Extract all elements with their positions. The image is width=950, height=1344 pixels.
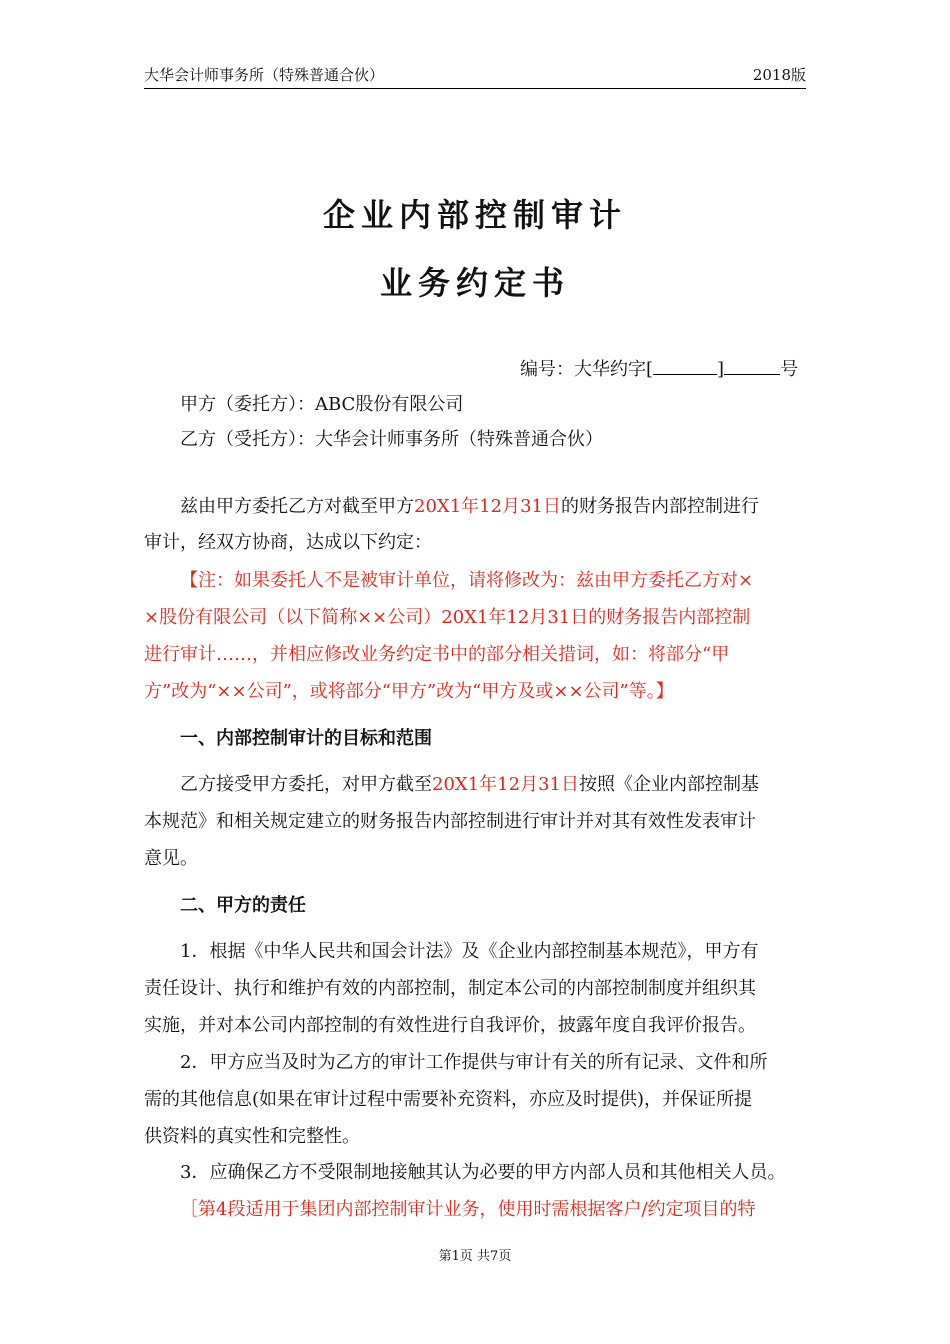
intro-line2: 审计，经双方协商，达成以下约定：: [144, 532, 432, 553]
note-line4: 方”改为“××公司”，或将部分“甲方”改为“甲方及或××公司”等。】: [144, 681, 674, 702]
note-line2: ×股份有限公司（以下简称××公司）20X1年12月31日的财务报告内部控制: [144, 607, 751, 628]
header-version: 2018版: [752, 66, 806, 84]
section1-heading: 一、内部控制审计的目标和范围: [180, 728, 432, 749]
contract-number-bracket: ]: [717, 359, 725, 380]
section2-item2-line3: 供资料的真实性和完整性。: [144, 1126, 360, 1147]
page-header: [144, 64, 806, 89]
document-title-line2: 业务约定书: [379, 264, 570, 302]
contract-number: [520, 355, 810, 381]
contract-number-prefix: 编号：大华约字[: [520, 359, 654, 380]
section1-line3: 意见。: [144, 848, 198, 869]
intro-line1: [180, 492, 850, 518]
section2-item2-line1: 2．甲方应当及时为乙方的审计工作提供与审计有关的所有记录、文件和所: [180, 1052, 768, 1073]
section2-item2-line2: 需的其他信息(如果在审计过程中需要补充资料，亦应及时提供)，并保证所提: [144, 1089, 753, 1110]
note-line3: 进行审计……，并相应修改业务约定书中的部分相关措词，如：将部分“甲: [144, 644, 730, 665]
contract-year-blank: [653, 356, 717, 375]
contract-number-suffix: 号: [780, 359, 799, 380]
section2-note-line1: ［第4段适用于集团内部控制审计业务，使用时需根据客户/约定项目的特: [180, 1199, 756, 1220]
party-b: 乙方（受托方）：大华会计师事务所（特殊普通合伙）: [180, 429, 603, 450]
section2-item1-line1: 1．根据《中华人民共和国会计法》及《企业内部控制基本规范》，甲方有: [180, 941, 759, 962]
section1-line2: 本规范》和相关规定建立的财务报告内部控制进行审计并对其有效性发表审计: [144, 811, 756, 832]
section2-item1-line3: 实施，并对本公司内部控制的有效性进行自我评价，披露年度自我评价报告。: [144, 1015, 756, 1036]
party-a: 甲方（委托方）：ABC股份有限公司: [180, 394, 464, 415]
section1-text-b: 按照《企业内部控制基: [578, 774, 759, 795]
note-line1: 【注：如果委托人不是被审计单位，请将修改为：兹由甲方委托乙方对×: [180, 570, 754, 591]
intro-text-a: 兹由甲方委托乙方对截至甲方: [180, 496, 414, 517]
section1-line1: [180, 770, 850, 796]
document-title-line1: 企业内部控制审计: [322, 196, 627, 234]
section1-date: 20X1年12月31日: [432, 774, 579, 795]
intro-text-b: 的财务报告内部控制进行: [560, 496, 759, 517]
section1-text-a: 乙方接受甲方委托，对甲方截至: [180, 774, 432, 795]
section2-item1-line2: 责任设计、执行和维护有效的内部控制，制定本公司的内部控制制度并组织其: [144, 978, 756, 999]
intro-date: 20X1年12月31日: [414, 496, 561, 517]
section2-item3-line1: 3．应确保乙方不受限制地接触其认为必要的甲方内部人员和其他相关人员。: [180, 1162, 786, 1183]
contract-serial-blank: [724, 356, 780, 375]
section2-heading: 二、甲方的责任: [180, 895, 306, 916]
page-footer: 第1页 共7页: [438, 1249, 512, 1264]
header-firm-name: 大华会计师事务所（特殊普通合伙）: [144, 66, 385, 84]
